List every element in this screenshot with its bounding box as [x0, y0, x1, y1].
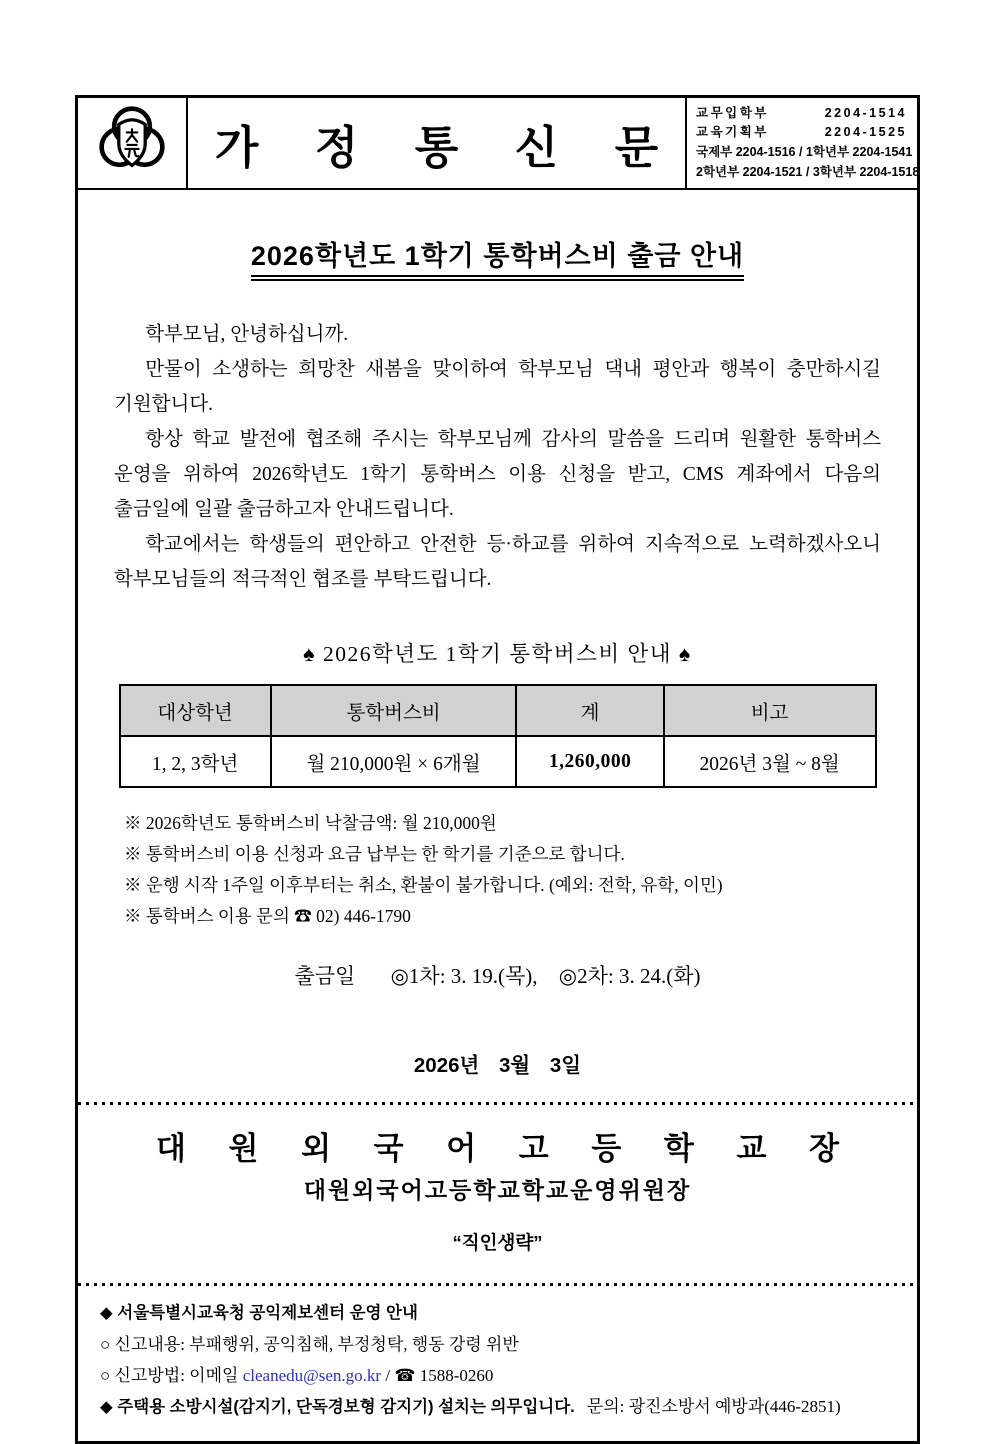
withdrawal-label: 출금일 — [294, 964, 356, 988]
masthead-cell — [188, 98, 685, 188]
issue-date: 2026년 3월 3일 — [413, 1054, 582, 1077]
table-row — [120, 736, 876, 787]
header-cell-remark: 비고 — [664, 685, 876, 736]
contact-dept: 교무입학부 — [696, 106, 769, 120]
notice-body — [78, 234, 917, 1441]
cell-grade: 1, 2, 3학년 — [120, 736, 271, 787]
paragraph: 만물이 소생하는 희망찬 새봄을 맞이하여 학부모님 댁내 평안과 행복이 충만하시길 기원합니다. — [114, 359, 881, 415]
dotted-divider — [78, 1102, 917, 1105]
footer-notices — [78, 1286, 917, 1427]
school-logo-cell — [78, 98, 188, 188]
contact-row — [696, 104, 907, 123]
letterhead — [78, 98, 920, 190]
contact-row: 국제부 2204-1516 / 1학년부 2204-1541 — [696, 145, 913, 159]
fee-section-heading: ♠ 2026학년도 1학기 통학버스비 안내 ♠ — [303, 642, 692, 666]
note-item: ※ 운행 시작 1주일 이후부터는 취소, 환불이 불가합니다. (예외: 전학, 유학, 이민) — [124, 875, 723, 895]
contact-row: 2학년부 2204-1521 / 3학년부 2204-1518 — [696, 165, 920, 179]
table-header-row — [120, 685, 876, 736]
header-cell-total: 계 — [516, 685, 663, 736]
footer-fire-safety — [100, 1391, 897, 1423]
school-emblem-icon — [99, 104, 165, 183]
footer-report-content: ○ 신고내용: 부패행위, 공익침해, 부정청탁, 행동 강령 위반 — [100, 1335, 519, 1354]
fire-safety-contact: 문의: 광진소방서 예방과(446-2851) — [586, 1397, 841, 1416]
contact-phone: 2204-1514 — [824, 106, 907, 120]
withdrawal-dates-line — [78, 960, 917, 990]
cell-fee: 월 210,000원 × 6개월 — [271, 736, 517, 787]
notice-title: 2026학년도 1학기 통학버스비 출금 안내 — [78, 234, 917, 273]
paragraph: 항상 학교 발전에 협조해 주시는 학부모님께 감사의 말씀을 드리며 원활한 통학버스 운영을 위하여 2026학년도 1학기 통학버스 이용 신청을 받고, CMS 계좌에서 다음의 출금일에 일괄 출금하고자 안내드립니다. — [114, 429, 881, 520]
note-item: ※ 2026학년도 통학버스비 낙찰금액: 월 210,000원 — [124, 813, 497, 833]
paragraph: 학부모님, 안녕하십니까. — [145, 324, 349, 345]
document-frame — [75, 95, 920, 1444]
cell-remark: 2026년 3월 ~ 8월 — [664, 736, 876, 787]
footer-report-center-title: ◆ 서울특별시교육청 공익제보센터 운영 안내 — [100, 1304, 418, 1322]
note-item: ※ 통학버스비 이용 신청과 요금 납부는 한 학기를 기준으로 합니다. — [124, 844, 625, 864]
contact-row — [696, 123, 907, 142]
greeting-paragraphs — [114, 317, 881, 597]
withdrawal-date-1: ◎1차: 3. 19.(목), — [390, 964, 538, 988]
document-page — [75, 95, 920, 1444]
fire-safety-bold: ◆ 주택용 소방시설(감지기, 단독경보형 감지기) 설치는 의무입니다. — [100, 1398, 575, 1416]
masthead-title: 가 정 통 신 문 — [214, 121, 681, 173]
stamp-omitted-note: “직인생략” — [452, 1232, 543, 1253]
cell-total: 1,260,000 — [516, 736, 663, 787]
header-cell-grade: 대상학년 — [120, 685, 271, 736]
contact-dept: 교육기획부 — [696, 125, 769, 139]
contact-phone: 2204-1525 — [824, 125, 907, 139]
signature-principal: 대 원 외 국 어 고 등 학 교 장 — [156, 1131, 856, 1166]
report-email-link[interactable]: cleanedu@sen.go.kr — [242, 1366, 382, 1385]
withdrawal-date-2: ◎2차: 3. 24.(화) — [558, 964, 701, 988]
note-item: ※ 통학버스 이용 문의 ☎ 02) 446-1790 — [124, 906, 411, 926]
bus-fee-table — [119, 684, 877, 788]
header-cell-fee: 통학버스비 — [271, 685, 517, 736]
notes-list — [124, 808, 897, 932]
department-contacts — [685, 98, 920, 188]
paragraph: 학교에서는 학생들의 편안하고 안전한 등·하교를 위하여 지속적으로 노력하겠사오니 학부모님들의 적극적인 협조를 부탁드립니다. — [114, 534, 881, 590]
signature-committee: 대원외국어고등학교학교운영위원장 — [303, 1177, 692, 1203]
footer-report-method: ○ 신고방법: 이메일 cleanedu@sen.go.kr / ☎ 1588-0260 — [100, 1366, 494, 1385]
